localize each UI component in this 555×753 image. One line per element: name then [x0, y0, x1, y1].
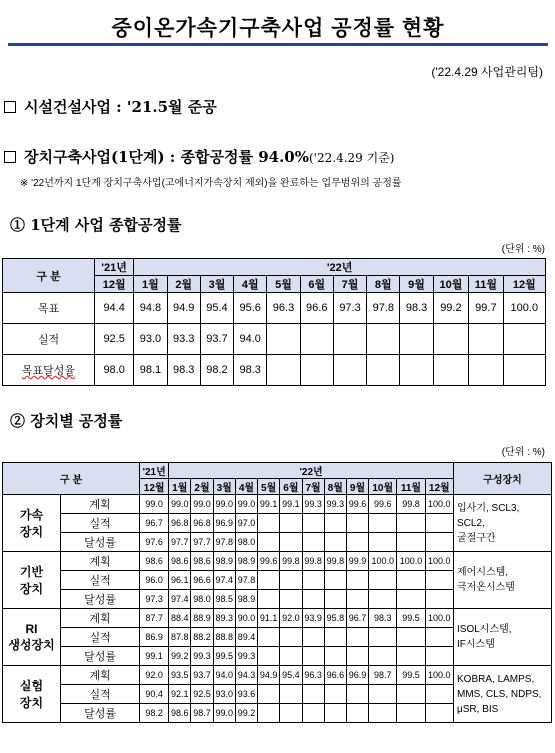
value-cell: [397, 571, 425, 590]
value-cell: 98.6: [140, 552, 169, 571]
value-cell: 100.0: [369, 552, 397, 571]
heading-overall: ① 1단계 사업 종합공정률: [10, 216, 182, 234]
value-cell: 99.7: [469, 293, 504, 324]
value-cell: [397, 533, 425, 552]
value-cell: 99.5: [213, 647, 235, 666]
value-cell: [397, 514, 425, 533]
header-month: 7월: [333, 276, 366, 293]
value-cell: [302, 514, 324, 533]
value-cell: 100.0: [397, 552, 425, 571]
value-cell: [346, 647, 368, 666]
row-label: 계획: [61, 552, 140, 571]
value-cell: [280, 514, 302, 533]
date-note: ('22.4.29 사업관리팀): [431, 65, 543, 79]
value-cell: [425, 533, 453, 552]
value-cell: 88.8: [213, 628, 235, 647]
device-components: KOBRA, LAMPS, MMS, CLS, NDPS, μSR, BIS: [454, 666, 552, 723]
device-components: 입사기, SCL3, SCL2, 굴절구간: [454, 495, 552, 552]
value-cell: 97.7: [191, 533, 213, 552]
value-cell: 96.9: [346, 666, 368, 685]
value-cell: [280, 590, 302, 609]
value-cell: 96.7: [140, 514, 169, 533]
value-cell: [324, 571, 346, 590]
header-month: 10월: [369, 479, 397, 495]
value-cell: [369, 514, 397, 533]
value-cell: [302, 685, 324, 704]
checkbox-square-icon: [4, 101, 16, 113]
header-month: 11월: [469, 276, 504, 293]
value-cell: [302, 647, 324, 666]
value-cell: 99.5: [397, 666, 425, 685]
value-cell: [397, 628, 425, 647]
value-cell: [346, 685, 368, 704]
value-cell: [369, 590, 397, 609]
value-cell: 96.9: [213, 514, 235, 533]
value-cell: [324, 533, 346, 552]
header-components: 구성장치: [454, 463, 552, 495]
device-group-name: RI 생성장치: [3, 609, 61, 666]
value-cell: [280, 647, 302, 666]
header-month: 4월: [234, 276, 267, 293]
row-label: 달성률: [61, 590, 140, 609]
value-cell: [302, 704, 324, 723]
header-month: 12월: [503, 276, 545, 293]
row-label: 계획: [61, 495, 140, 514]
header-month: 9월: [346, 479, 368, 495]
header-month: 6월: [300, 276, 333, 293]
value-cell: [425, 628, 453, 647]
table-row: [3, 495, 552, 514]
value-cell: 95.8: [324, 609, 346, 628]
value-cell: 92.5: [95, 324, 134, 355]
value-cell: 98.6: [169, 552, 191, 571]
value-cell: [258, 514, 280, 533]
value-cell: 99.3: [191, 647, 213, 666]
value-cell: 88.2: [191, 628, 213, 647]
table-header-row: [3, 259, 546, 276]
value-cell: 99.0: [140, 495, 169, 514]
value-cell: [346, 704, 368, 723]
value-cell: 98.3: [234, 355, 267, 386]
value-cell: [280, 685, 302, 704]
value-cell: 99.6: [258, 552, 280, 571]
section-facility: [4, 96, 217, 117]
table-header-row: [3, 463, 552, 479]
row-label: 달성률: [61, 533, 140, 552]
value-cell: 99.1: [140, 647, 169, 666]
device-components: ISOL시스템, IF시스템: [454, 609, 552, 666]
value-cell: [369, 533, 397, 552]
value-cell: [300, 324, 333, 355]
heading-by-device: ② 장치별 공정률: [10, 412, 123, 430]
unit-label-1: (단위 : %): [501, 244, 545, 255]
row-label: 달성률: [61, 704, 140, 723]
row-label: 실적: [61, 571, 140, 590]
table-row: [3, 355, 546, 386]
value-cell: 94.9: [167, 293, 200, 324]
overall-progress-table: [2, 258, 546, 386]
header-month: 3월: [213, 479, 235, 495]
value-cell: [258, 571, 280, 590]
value-cell: 98.6: [169, 704, 191, 723]
header-year-21: '21년: [95, 259, 134, 276]
value-cell: 99.0: [213, 704, 235, 723]
value-cell: 97.6: [140, 533, 169, 552]
value-cell: [346, 571, 368, 590]
value-cell: 99.0: [169, 495, 191, 514]
row-label: 실적: [61, 685, 140, 704]
value-cell: 87.7: [140, 609, 169, 628]
value-cell: 93.7: [200, 324, 233, 355]
table-row: [3, 324, 546, 355]
value-cell: 98.2: [200, 355, 233, 386]
value-cell: 96.6: [191, 571, 213, 590]
value-cell: [324, 685, 346, 704]
value-cell: [397, 704, 425, 723]
value-cell: 94.4: [95, 293, 134, 324]
value-cell: 97.0: [235, 514, 257, 533]
value-cell: [367, 355, 400, 386]
value-cell: 99.1: [280, 495, 302, 514]
value-cell: 96.6: [300, 293, 333, 324]
header-year-22: '22년: [134, 259, 546, 276]
value-cell: 93.9: [302, 609, 324, 628]
value-cell: [324, 647, 346, 666]
value-cell: 99.6: [369, 495, 397, 514]
row-label: 실적: [61, 514, 140, 533]
value-cell: 96.6: [324, 666, 346, 685]
value-cell: 98.7: [191, 704, 213, 723]
value-cell: 96.8: [191, 514, 213, 533]
header-month: 11월: [397, 479, 425, 495]
value-cell: [267, 324, 300, 355]
header-month: 8월: [324, 479, 346, 495]
value-cell: 97.8: [367, 293, 400, 324]
value-cell: 99.8: [280, 552, 302, 571]
value-cell: [280, 704, 302, 723]
header-year-22: '22년: [169, 463, 454, 479]
value-cell: [346, 628, 368, 647]
table-row: [3, 609, 552, 628]
title-bar: [8, 6, 548, 46]
value-cell: 89.4: [235, 628, 257, 647]
value-cell: [300, 355, 333, 386]
value-cell: 86.9: [140, 628, 169, 647]
value-cell: [369, 628, 397, 647]
value-cell: 92.0: [140, 666, 169, 685]
value-cell: 98.3: [369, 609, 397, 628]
row-label: 실적: [61, 628, 140, 647]
value-cell: 93.5: [169, 666, 191, 685]
value-cell: 97.3: [333, 293, 366, 324]
value-cell: 98.5: [213, 590, 235, 609]
value-cell: [302, 571, 324, 590]
value-cell: 94.0: [213, 666, 235, 685]
value-cell: 90.4: [140, 685, 169, 704]
value-cell: 98.3: [167, 355, 200, 386]
row-label: 달성률: [61, 647, 140, 666]
header-month: 12월: [95, 276, 134, 293]
value-cell: [324, 628, 346, 647]
table-row: [3, 552, 552, 571]
value-cell: 91.1: [258, 609, 280, 628]
value-cell: 100.0: [425, 495, 453, 514]
header-month: 12월: [425, 479, 453, 495]
header-month: 2월: [167, 276, 200, 293]
header-month: 6월: [280, 479, 302, 495]
value-cell: 99.0: [213, 495, 235, 514]
row-label: 목표: [3, 293, 95, 324]
table-row: [3, 293, 546, 324]
value-cell: 99.9: [346, 552, 368, 571]
device-components: 제어시스템, 극저온시스템: [454, 552, 552, 609]
value-cell: [503, 324, 545, 355]
row-label: 실적: [3, 324, 95, 355]
value-cell: [397, 590, 425, 609]
value-cell: 92.5: [191, 685, 213, 704]
value-cell: 99.5: [397, 609, 425, 628]
value-cell: [469, 324, 504, 355]
value-cell: [346, 514, 368, 533]
value-cell: 98.3: [400, 293, 433, 324]
value-cell: [425, 590, 453, 609]
value-cell: [367, 324, 400, 355]
value-cell: 99.6: [346, 495, 368, 514]
value-cell: [258, 647, 280, 666]
value-cell: 98.9: [213, 552, 235, 571]
device-group-name: 가속 장치: [3, 495, 61, 552]
value-cell: 97.4: [213, 571, 235, 590]
value-cell: [280, 533, 302, 552]
section-device-sub: ('22.4.29 기준): [309, 151, 395, 165]
header-category: 구 분: [3, 259, 95, 293]
header-category: 구 분: [3, 463, 140, 495]
value-cell: 99.8: [397, 495, 425, 514]
value-cell: 93.0: [134, 324, 167, 355]
value-cell: [324, 704, 346, 723]
value-cell: 96.3: [267, 293, 300, 324]
value-cell: 93.6: [235, 685, 257, 704]
value-cell: [397, 647, 425, 666]
value-cell: 95.6: [234, 293, 267, 324]
value-cell: 94.3: [235, 666, 257, 685]
value-cell: [280, 628, 302, 647]
header-month: 8월: [367, 276, 400, 293]
value-cell: 100.0: [425, 609, 453, 628]
value-cell: 98.9: [235, 552, 257, 571]
row-label: 목표달성율: [3, 355, 95, 386]
value-cell: 97.3: [140, 590, 169, 609]
value-cell: [400, 355, 433, 386]
value-cell: 96.8: [169, 514, 191, 533]
value-cell: [469, 355, 504, 386]
scope-note: ※ '22년까지 1단계 장치구축사업(고에너지가속장치 제외)을 완료하는 업무범위의 공정률: [20, 178, 402, 189]
value-cell: [369, 685, 397, 704]
value-cell: 99.8: [302, 552, 324, 571]
value-cell: 94.9: [258, 666, 280, 685]
value-cell: 97.7: [169, 533, 191, 552]
value-cell: [333, 355, 366, 386]
value-cell: [425, 685, 453, 704]
value-cell: 97.8: [213, 533, 235, 552]
device-progress-table: [2, 462, 552, 723]
value-cell: [258, 628, 280, 647]
value-cell: 96.0: [140, 571, 169, 590]
row-label: 계획: [61, 609, 140, 628]
value-cell: 98.2: [140, 704, 169, 723]
value-cell: 92.0: [280, 609, 302, 628]
value-cell: [433, 324, 468, 355]
value-cell: [302, 590, 324, 609]
header-month: 2월: [191, 479, 213, 495]
value-cell: 92.1: [169, 685, 191, 704]
value-cell: 95.4: [280, 666, 302, 685]
value-cell: 99.2: [235, 704, 257, 723]
header-year-21: '21년: [140, 463, 169, 479]
value-cell: 96.1: [169, 571, 191, 590]
header-month: 1월: [169, 479, 191, 495]
value-cell: 100.0: [425, 666, 453, 685]
value-cell: 97.4: [169, 590, 191, 609]
value-cell: 99.0: [191, 495, 213, 514]
value-cell: 98.7: [369, 666, 397, 685]
value-cell: [369, 647, 397, 666]
value-cell: [333, 324, 366, 355]
header-month: 10월: [433, 276, 468, 293]
value-cell: [324, 590, 346, 609]
value-cell: [258, 704, 280, 723]
value-cell: 99.3: [302, 495, 324, 514]
value-cell: 94.8: [134, 293, 167, 324]
value-cell: 93.3: [167, 324, 200, 355]
value-cell: 98.0: [235, 533, 257, 552]
device-group-name: 실험 장치: [3, 666, 61, 723]
value-cell: 98.9: [235, 590, 257, 609]
value-cell: [267, 355, 300, 386]
value-cell: 90.0: [235, 609, 257, 628]
value-cell: [397, 685, 425, 704]
value-cell: [425, 647, 453, 666]
value-cell: 100.0: [425, 552, 453, 571]
value-cell: [302, 628, 324, 647]
value-cell: 99.1: [258, 495, 280, 514]
value-cell: 99.2: [169, 647, 191, 666]
value-cell: [425, 514, 453, 533]
value-cell: 94.0: [234, 324, 267, 355]
value-cell: 100.0: [503, 293, 545, 324]
section-device-label: 장치구축사업(1단계) : 종합공정률 94.0%: [24, 148, 309, 166]
value-cell: 93.0: [213, 685, 235, 704]
value-cell: 98.0: [95, 355, 134, 386]
value-cell: [258, 590, 280, 609]
value-cell: [503, 355, 545, 386]
value-cell: 87.8: [169, 628, 191, 647]
value-cell: 99.2: [433, 293, 468, 324]
row-label: 계획: [61, 666, 140, 685]
header-month: 7월: [302, 479, 324, 495]
value-cell: [425, 704, 453, 723]
value-cell: [346, 590, 368, 609]
value-cell: [280, 571, 302, 590]
header-month: 4월: [235, 479, 257, 495]
value-cell: 99.3: [324, 495, 346, 514]
value-cell: [369, 571, 397, 590]
value-cell: 96.3: [302, 666, 324, 685]
value-cell: 99.3: [235, 647, 257, 666]
header-month: 5월: [267, 276, 300, 293]
value-cell: [346, 533, 368, 552]
header-month: 9월: [400, 276, 433, 293]
value-cell: 89.3: [213, 609, 235, 628]
value-cell: 96.7: [346, 609, 368, 628]
value-cell: [400, 324, 433, 355]
value-cell: 88.9: [191, 609, 213, 628]
value-cell: [433, 355, 468, 386]
page-title: 중이온가속기구축사업 공정률 현황: [111, 17, 445, 40]
value-cell: 98.6: [191, 552, 213, 571]
unit-label-2: (단위 : %): [501, 447, 545, 458]
value-cell: [258, 533, 280, 552]
value-cell: 88.4: [169, 609, 191, 628]
section-facility-label: 시설건설사업 : '21.5월 준공: [24, 98, 217, 116]
value-cell: [425, 571, 453, 590]
value-cell: 98.1: [134, 355, 167, 386]
value-cell: 97.8: [235, 571, 257, 590]
value-cell: [258, 685, 280, 704]
value-cell: [302, 533, 324, 552]
checkbox-square-icon: [4, 151, 16, 163]
value-cell: 93.7: [191, 666, 213, 685]
value-cell: 95.4: [200, 293, 233, 324]
value-cell: 99.0: [235, 495, 257, 514]
value-cell: 98.0: [191, 590, 213, 609]
header-month: 12월: [140, 479, 169, 495]
table-row: [3, 666, 552, 685]
device-group-name: 기반 장치: [3, 552, 61, 609]
header-month: 3월: [200, 276, 233, 293]
value-cell: [324, 514, 346, 533]
section-device: [4, 146, 394, 167]
header-month: 1월: [134, 276, 167, 293]
value-cell: [369, 704, 397, 723]
value-cell: 99.8: [324, 552, 346, 571]
header-month: 5월: [258, 479, 280, 495]
